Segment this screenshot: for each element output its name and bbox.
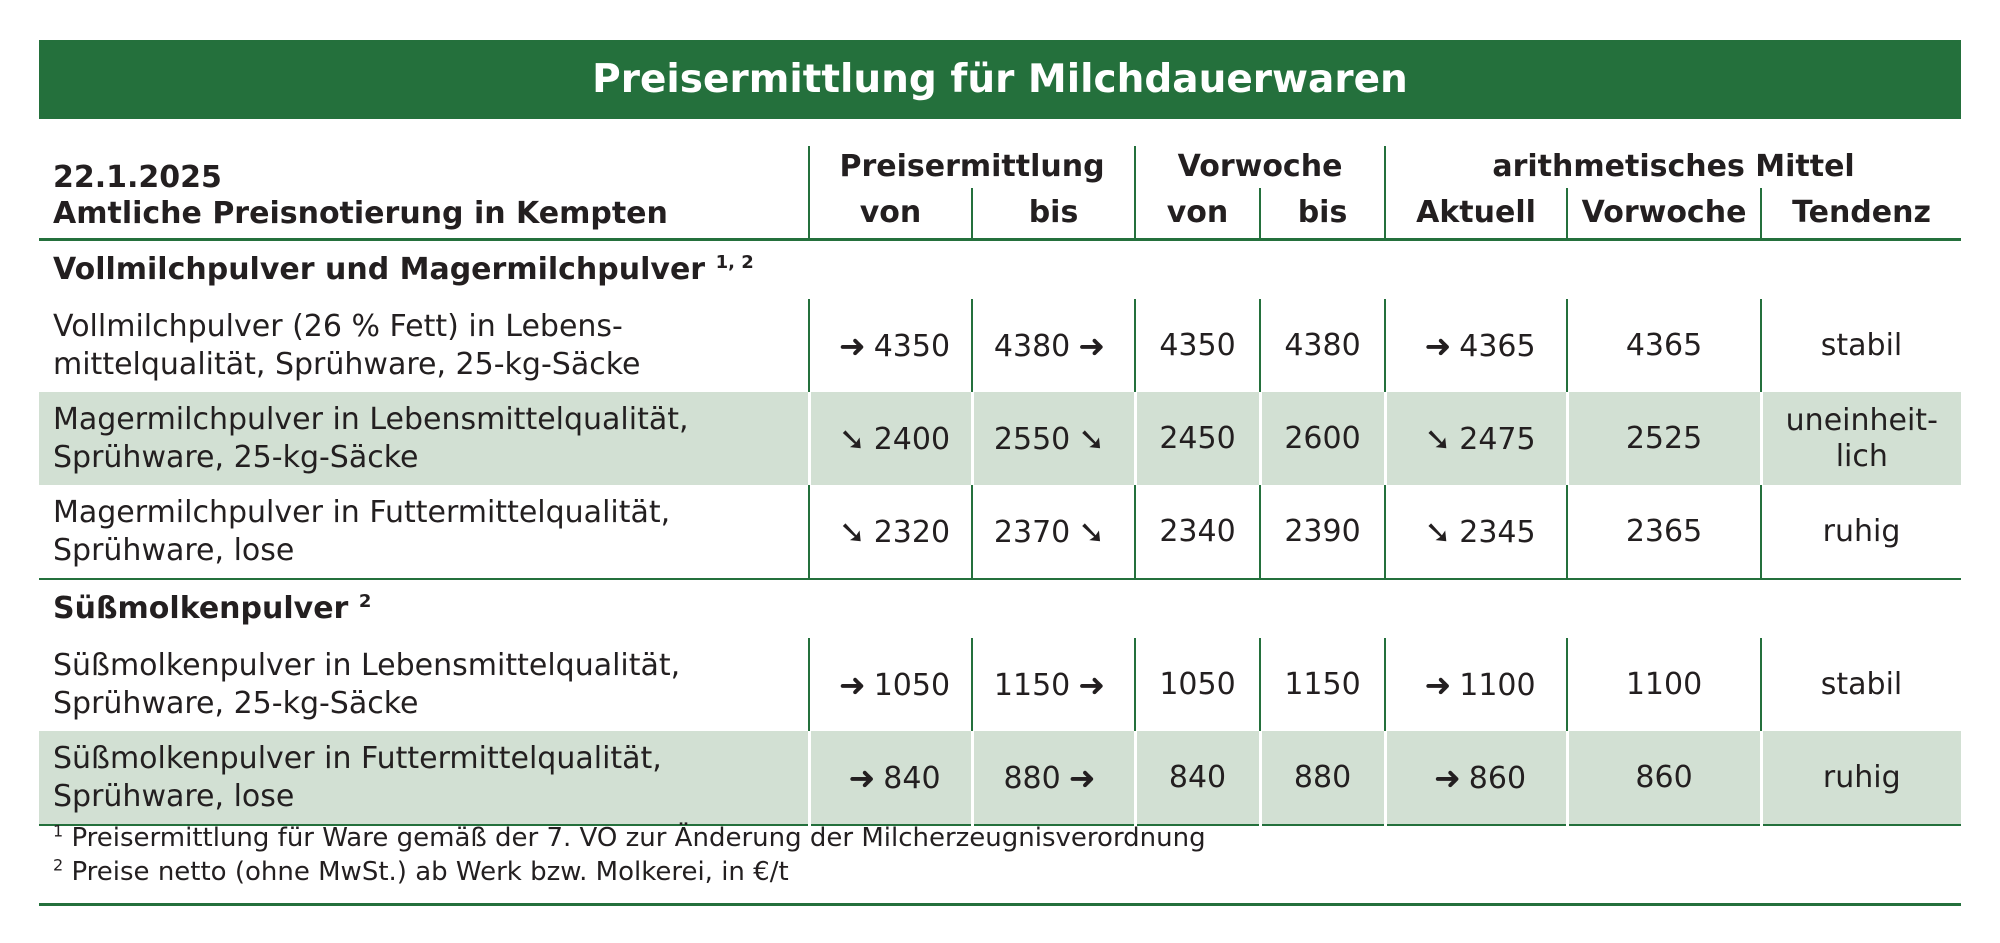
value-aktuell: 860 [1468, 760, 1527, 796]
vorwoche-bis: 880 [1260, 731, 1385, 825]
vorwoche-bis: 1150 [1260, 638, 1385, 731]
col-header-aktuell: Aktuell [1385, 188, 1567, 240]
value-bis: 2370 [993, 514, 1071, 550]
table-title: Preisermittlung für Milchdauerwaren [592, 57, 1408, 102]
mittel-vorwoche: 1100 [1567, 638, 1761, 731]
product-label-line: Sprühware, lose [53, 778, 295, 814]
tendenz [1761, 485, 1961, 579]
table-row [39, 299, 1961, 392]
mittel-aktuell [1385, 485, 1567, 579]
arrow-down-right-icon: ➘ [1424, 512, 1452, 551]
col-header-bis: bis [972, 188, 1135, 240]
footnote-mark: 1 [53, 821, 64, 841]
product-label-line: Süßmolkenpulver in Lebensmittelqualität, [53, 647, 681, 683]
arrow-down-right-icon: ➘ [838, 512, 866, 551]
footnote-text: Preisermittlung für Ware gemäß der 7. VO zur Änderung der Milcherzeugnisverordnung [71, 823, 1206, 853]
footnotes [39, 813, 1961, 906]
vorwoche-von: 2340 [1135, 485, 1260, 579]
arrow-down-right-icon: ➘ [838, 419, 866, 458]
vorwoche-von: 840 [1135, 731, 1260, 825]
value-von: 4350 [873, 328, 951, 364]
vorwoche-von: 1050 [1135, 638, 1260, 731]
product-label [39, 299, 809, 392]
mittel-vorwoche: 2365 [1567, 485, 1761, 579]
col-header-mittel-vorwoche: Vorwoche [1567, 188, 1761, 240]
price-von [809, 299, 972, 392]
arrow-right-icon: ➜ [848, 758, 876, 797]
col-header-tendenz: Tendenz [1761, 188, 1961, 240]
table-row [39, 638, 1961, 731]
header-row-groups [39, 146, 1961, 188]
arrow-right-icon: ➜ [1078, 665, 1106, 704]
section-title-cell [39, 240, 1961, 300]
tendenz [1761, 638, 1961, 731]
arrow-down-right-icon: ➘ [1078, 512, 1106, 551]
tendenz-text: stabil [1820, 327, 1903, 363]
product-label [39, 638, 809, 731]
value-aktuell: 4365 [1459, 328, 1536, 364]
value-von: 2400 [873, 421, 951, 457]
price-bis [972, 299, 1135, 392]
tendenz-text: uneinheit- [1785, 402, 1938, 438]
footnote [53, 855, 1961, 889]
section-header-row [39, 579, 1961, 638]
price-von [809, 731, 972, 825]
arrow-right-icon: ➜ [1078, 326, 1106, 365]
group-header-vorwoche: Vorwoche [1135, 146, 1385, 188]
product-label-line: Sprühware, 25-kg-Säcke [53, 685, 419, 721]
section-footnote-marks: 1, 2 [715, 252, 754, 273]
mittel-aktuell [1385, 638, 1567, 731]
vorwoche-von: 4350 [1135, 299, 1260, 392]
value-bis: 880 [1003, 760, 1061, 796]
table-row [39, 731, 1961, 825]
section-title-cell [39, 579, 1961, 638]
section-title: Vollmilchpulver und Magermilchpulver [53, 252, 706, 287]
footnote [53, 821, 1961, 855]
mittel-vorwoche: 2525 [1567, 392, 1761, 485]
price-von [809, 638, 972, 731]
tendenz [1761, 392, 1961, 485]
tendenz [1761, 299, 1961, 392]
product-label-line: Magermilchpulver in Futtermittelqualität, [53, 494, 671, 530]
col-header-vorwoche-bis: bis [1260, 188, 1385, 240]
footnote-mark: 2 [53, 855, 64, 875]
price-bis [972, 731, 1135, 825]
col-header-von: von [809, 188, 972, 240]
price-von [809, 392, 972, 485]
arrow-right-icon: ➜ [838, 326, 866, 365]
value-bis: 4380 [993, 328, 1071, 364]
product-label-line: Magermilchpulver in Lebensmittelqualität, [53, 401, 689, 437]
tendenz-text: stabil [1820, 666, 1903, 702]
value-bis: 1150 [993, 667, 1071, 703]
value-aktuell: 1100 [1459, 667, 1536, 703]
mittel-aktuell [1385, 299, 1567, 392]
product-label-line: Sprühware, 25-kg-Säcke [53, 439, 419, 475]
price-bis [972, 392, 1135, 485]
vorwoche-bis: 2390 [1260, 485, 1385, 579]
mittel-vorwoche: 860 [1567, 731, 1761, 825]
arrow-right-icon: ➜ [838, 665, 866, 704]
vorwoche-bis: 4380 [1260, 299, 1385, 392]
mittel-vorwoche: 4365 [1567, 299, 1761, 392]
value-von: 2320 [873, 514, 951, 550]
product-label-line: Sprühware, lose [53, 532, 295, 568]
arrow-right-icon: ➜ [1068, 758, 1096, 797]
section-header-row [39, 240, 1961, 300]
product-label-line: mittelqualität, Sprühware, 25-kg-Säcke [53, 346, 641, 382]
value-aktuell: 2345 [1459, 514, 1536, 550]
mittel-aktuell [1385, 731, 1567, 825]
footnote-text: Preise netto (ohne MwSt.) ab Werk bzw. Molkerei, in €/t [71, 857, 789, 887]
product-label [39, 392, 809, 485]
product-label-line: Vollmilchpulver (26 % Fett) in Lebens- [53, 308, 623, 344]
price-bis [972, 485, 1135, 579]
table-row [39, 392, 1961, 485]
price-bis [972, 638, 1135, 731]
mittel-aktuell [1385, 392, 1567, 485]
arrow-down-right-icon: ➘ [1424, 419, 1452, 458]
tendenz-text: ruhig [1822, 513, 1901, 549]
price-von [809, 485, 972, 579]
header-date-block [39, 146, 809, 240]
report-date: 22.1.2025 [53, 160, 222, 195]
value-bis: 2550 [993, 421, 1071, 457]
value-von: 840 [883, 760, 941, 796]
tendenz-text: lich [1835, 438, 1888, 474]
arrow-right-icon: ➜ [1424, 326, 1452, 365]
tendenz [1761, 731, 1961, 825]
table-title-banner [39, 40, 1961, 119]
group-header-mittel: arithmetisches Mittel [1385, 146, 1961, 188]
product-label-line: Süßmolkenpulver in Futtermittelqualität, [53, 740, 662, 776]
vorwoche-von: 2450 [1135, 392, 1260, 485]
arrow-right-icon: ➜ [1433, 758, 1461, 797]
value-von: 1050 [873, 667, 951, 703]
price-table [39, 146, 1961, 826]
section-title: Süßmolkenpulver [53, 591, 349, 626]
report-subtitle: Amtliche Preisnotierung in Kempten [53, 196, 668, 231]
product-label [39, 485, 809, 579]
table-row [39, 485, 1961, 579]
group-header-preisermittlung: Preisermittlung [809, 146, 1135, 188]
tendenz-text: ruhig [1822, 759, 1901, 795]
vorwoche-bis: 2600 [1260, 392, 1385, 485]
arrow-down-right-icon: ➘ [1078, 419, 1106, 458]
section-footnote-marks: 2 [358, 591, 372, 612]
product-label [39, 731, 809, 825]
col-header-vorwoche-von: von [1135, 188, 1260, 240]
value-aktuell: 2475 [1459, 421, 1536, 457]
arrow-right-icon: ➜ [1424, 665, 1452, 704]
